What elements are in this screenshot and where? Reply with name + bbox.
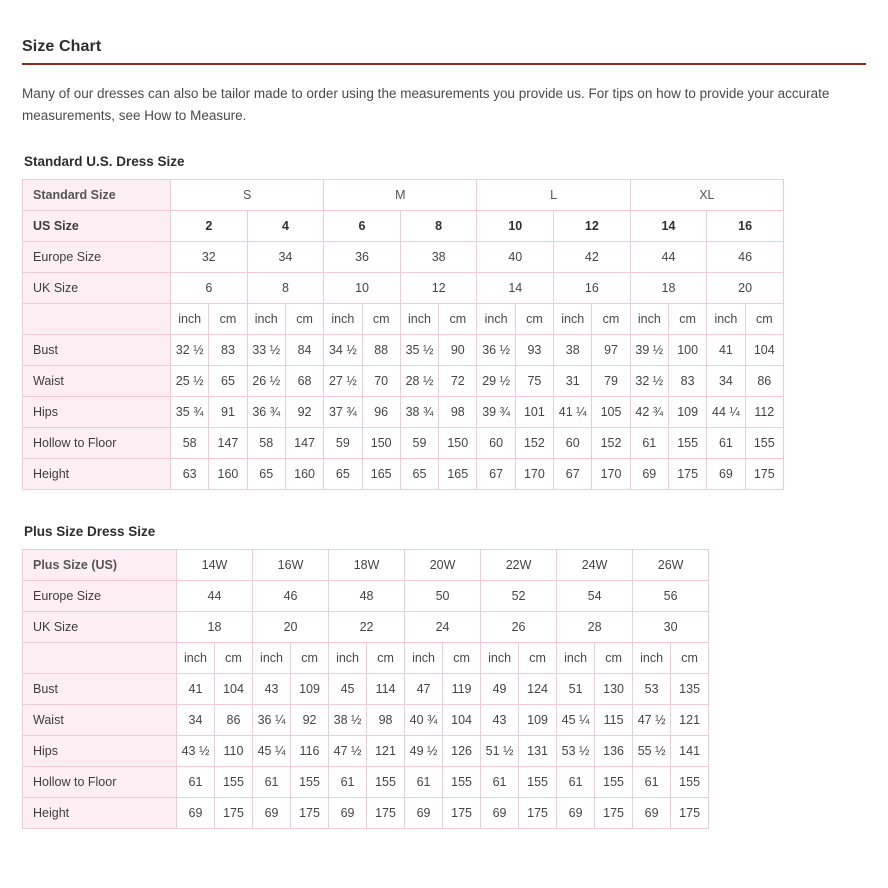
measurement-value: 155 [215,766,253,797]
unit-label: cm [215,642,253,673]
unit-label: cm [362,303,400,334]
measurement-value: 155 [595,766,633,797]
measurement-value: 101 [515,396,553,427]
size-value: 48 [329,580,405,611]
measurement-value: 90 [439,334,477,365]
measurement-value: 60 [554,427,592,458]
measurement-value: 109 [291,673,329,704]
measurement-value: 34 ½ [324,334,362,365]
measurement-value: 51 ½ [481,735,519,766]
measurement-value: 45 ¼ [253,735,291,766]
measurement-value: 155 [668,427,706,458]
measurement-value: 33 ½ [247,334,285,365]
table-spacer [22,490,866,524]
row-label: Bust [23,334,171,365]
size-value: 18 [177,611,253,642]
unit-label: inch [557,642,595,673]
row-label: Waist [23,365,171,396]
measurement-value: 25 ½ [171,365,209,396]
row-label: Hips [23,396,171,427]
measurement-value: 97 [592,334,630,365]
unit-label: cm [285,303,323,334]
measurement-value: 45 ¼ [557,704,595,735]
measurement-value: 175 [595,797,633,828]
measurement-value: 165 [439,458,477,489]
row-label: Height [23,797,177,828]
unit-label: inch [481,642,519,673]
measurement-value: 69 [633,797,671,828]
measurement-value: 91 [209,396,247,427]
unit-label: cm [592,303,630,334]
measurement-value: 59 [324,427,362,458]
measurement-value: 49 ½ [405,735,443,766]
size-value: 10 [324,272,401,303]
size-value: 24W [557,549,633,580]
measurement-value: 79 [592,365,630,396]
plus-size-table [22,549,709,829]
table-row [23,580,709,611]
size-value: 38 [400,241,477,272]
measurement-value: 32 ½ [171,334,209,365]
measurement-value: 69 [630,458,668,489]
table-row [23,797,709,828]
row-label: US Size [23,210,171,241]
table-row [23,704,709,735]
measurement-value: 61 [630,427,668,458]
unit-label: cm [439,303,477,334]
size-value: 18 [630,272,707,303]
row-label: Hips [23,735,177,766]
size-group-header: XL [630,179,783,210]
measurement-value: 160 [285,458,323,489]
size-value: 36 [324,241,401,272]
unit-label: inch [630,303,668,334]
measurement-value: 160 [209,458,247,489]
measurement-value: 61 [405,766,443,797]
measurement-value: 170 [592,458,630,489]
measurement-value: 175 [367,797,405,828]
measurement-value: 61 [329,766,367,797]
measurement-value: 92 [291,704,329,735]
row-label: UK Size [23,272,171,303]
unit-label: cm [595,642,633,673]
row-label: Europe Size [23,241,171,272]
measurement-value: 147 [209,427,247,458]
size-value: 42 [554,241,631,272]
measurement-value: 36 ½ [477,334,515,365]
size-value: 18W [329,549,405,580]
measurement-value: 67 [477,458,515,489]
unit-label: inch [324,303,362,334]
measurement-value: 39 ¾ [477,396,515,427]
measurement-value: 155 [745,427,783,458]
measurement-value: 121 [367,735,405,766]
size-value: 16 [707,210,784,241]
measurement-value: 61 [481,766,519,797]
measurement-value: 175 [291,797,329,828]
measurement-value: 31 [554,365,592,396]
unit-label: inch [554,303,592,334]
table-row [23,303,784,334]
measurement-value: 121 [671,704,709,735]
unit-label: cm [671,642,709,673]
row-label: Waist [23,704,177,735]
measurement-value: 150 [439,427,477,458]
table-row [23,241,784,272]
measurement-value: 150 [362,427,400,458]
unit-label: inch [707,303,745,334]
title-block [22,38,866,65]
measurement-value: 69 [481,797,519,828]
size-value: 26 [481,611,557,642]
measurement-value: 68 [285,365,323,396]
measurement-value: 155 [367,766,405,797]
unit-label: inch [253,642,291,673]
table-row [23,611,709,642]
table-row [23,427,784,458]
measurement-value: 88 [362,334,400,365]
measurement-value: 69 [557,797,595,828]
measurement-value: 53 ½ [557,735,595,766]
measurement-value: 36 ¼ [253,704,291,735]
measurement-value: 44 ¼ [707,396,745,427]
measurement-value: 86 [215,704,253,735]
measurement-value: 98 [439,396,477,427]
measurement-value: 32 ½ [630,365,668,396]
unit-label: inch [633,642,671,673]
table-row [23,766,709,797]
plus-section-heading: Plus Size Dress Size [24,523,156,539]
size-value: 52 [481,580,557,611]
row-label: UK Size [23,611,177,642]
unit-label: inch [329,642,367,673]
measurement-value: 83 [209,334,247,365]
measurement-value: 45 [329,673,367,704]
measurement-value: 41 ¼ [554,396,592,427]
measurement-value: 69 [405,797,443,828]
size-value: 34 [247,241,324,272]
table-row [23,549,709,580]
size-value: 6 [324,210,401,241]
standard-size-table [22,179,784,490]
measurement-value: 70 [362,365,400,396]
size-value: 12 [554,210,631,241]
measurement-value: 43 ½ [177,735,215,766]
table-row [23,673,709,704]
measurement-value: 41 [707,334,745,365]
unit-label: inch [247,303,285,334]
size-group-header: S [171,179,324,210]
measurement-value: 175 [668,458,706,489]
measurement-value: 86 [745,365,783,396]
measurement-value: 170 [515,458,553,489]
size-value: 8 [400,210,477,241]
measurement-value: 61 [707,427,745,458]
measurement-value: 65 [247,458,285,489]
measurement-value: 58 [171,427,209,458]
unit-label: cm [443,642,481,673]
unit-label: cm [515,303,553,334]
measurement-value: 63 [171,458,209,489]
measurement-value: 53 [633,673,671,704]
measurement-value: 65 [324,458,362,489]
measurement-value: 175 [745,458,783,489]
size-value: 16 [554,272,631,303]
measurement-value: 105 [592,396,630,427]
unit-label: cm [519,642,557,673]
row-label: Hollow to Floor [23,427,171,458]
unit-label: inch [177,642,215,673]
table-row [23,458,784,489]
measurement-value: 116 [291,735,329,766]
table-row [23,210,784,241]
measurement-value: 100 [668,334,706,365]
measurement-value: 175 [443,797,481,828]
measurement-value: 69 [707,458,745,489]
table-row [23,365,784,396]
measurement-value: 28 ½ [400,365,438,396]
unit-label: inch [405,642,443,673]
measurement-value: 109 [668,396,706,427]
measurement-value: 135 [671,673,709,704]
measurement-value: 35 ½ [400,334,438,365]
size-value: 12 [400,272,477,303]
measurement-value: 37 ¾ [324,396,362,427]
measurement-value: 124 [519,673,557,704]
measurement-value: 104 [745,334,783,365]
size-value: 32 [171,241,248,272]
size-value: 8 [247,272,324,303]
measurement-value: 34 [707,365,745,396]
size-value: 50 [405,580,481,611]
measurement-value: 40 ¾ [405,704,443,735]
intro-text: Many of our dresses can also be tailor made to order using the measurements you provide us. For tips on how to provide your accurate measurements, see How to Measure. [22,86,830,124]
measurement-value: 114 [367,673,405,704]
row-label-blank [23,303,171,334]
size-value: 20 [253,611,329,642]
measurement-value: 104 [443,704,481,735]
measurement-value: 47 [405,673,443,704]
measurement-value: 84 [285,334,323,365]
measurement-value: 61 [253,766,291,797]
size-value: 2 [171,210,248,241]
size-value: 16W [253,549,329,580]
measurement-value: 155 [519,766,557,797]
measurement-value: 155 [291,766,329,797]
measurement-value: 42 ¾ [630,396,668,427]
measurement-value: 147 [285,427,323,458]
size-value: 30 [633,611,709,642]
row-label: Europe Size [23,580,177,611]
unit-label: inch [477,303,515,334]
unit-label: inch [400,303,438,334]
row-label-blank [23,642,177,673]
unit-label: cm [668,303,706,334]
measurement-value: 59 [400,427,438,458]
measurement-value: 69 [253,797,291,828]
measurement-value: 43 [481,704,519,735]
measurement-value: 58 [247,427,285,458]
measurement-value: 83 [668,365,706,396]
measurement-value: 47 ½ [329,735,367,766]
measurement-value: 61 [557,766,595,797]
measurement-value: 69 [177,797,215,828]
size-value: 26W [633,549,709,580]
measurement-value: 92 [285,396,323,427]
table-row [23,642,709,673]
row-label: Hollow to Floor [23,766,177,797]
measurement-value: 39 ½ [630,334,668,365]
measurement-value: 43 [253,673,291,704]
size-value: 6 [171,272,248,303]
row-label: Bust [23,673,177,704]
measurement-value: 34 [177,704,215,735]
measurement-value: 55 ½ [633,735,671,766]
measurement-value: 41 [177,673,215,704]
size-value: 46 [707,241,784,272]
measurement-value: 141 [671,735,709,766]
size-value: 14 [477,272,554,303]
size-value: 44 [177,580,253,611]
measurement-value: 112 [745,396,783,427]
measurement-value: 60 [477,427,515,458]
size-group-header: L [477,179,630,210]
measurement-value: 72 [439,365,477,396]
measurement-value: 110 [215,735,253,766]
measurement-value: 115 [595,704,633,735]
measurement-value: 49 [481,673,519,704]
measurement-value: 26 ½ [247,365,285,396]
measurement-value: 152 [515,427,553,458]
table-row [23,334,784,365]
table-row [23,735,709,766]
size-value: 4 [247,210,324,241]
size-value: 22W [481,549,557,580]
size-value: 28 [557,611,633,642]
measurement-value: 38 ½ [329,704,367,735]
measurement-value: 93 [515,334,553,365]
measurement-value: 109 [519,704,557,735]
unit-label: cm [745,303,783,334]
standard-size-header-label: Standard Size [23,179,171,210]
measurement-value: 175 [519,797,557,828]
measurement-value: 131 [519,735,557,766]
measurement-value: 47 ½ [633,704,671,735]
table-row [23,272,784,303]
measurement-value: 36 ¾ [247,396,285,427]
size-value: 10 [477,210,554,241]
row-label: Plus Size (US) [23,549,177,580]
measurement-value: 152 [592,427,630,458]
measurement-value: 65 [400,458,438,489]
unit-label: inch [171,303,209,334]
measurement-value: 38 [554,334,592,365]
size-value: 54 [557,580,633,611]
size-value: 44 [630,241,707,272]
measurement-value: 126 [443,735,481,766]
size-value: 22 [329,611,405,642]
measurement-value: 104 [215,673,253,704]
measurement-value: 38 ¾ [400,396,438,427]
size-value: 46 [253,580,329,611]
measurement-value: 69 [329,797,367,828]
table-row [23,396,784,427]
measurement-value: 130 [595,673,633,704]
measurement-value: 98 [367,704,405,735]
measurement-value: 96 [362,396,400,427]
measurement-value: 27 ½ [324,365,362,396]
size-value: 20 [707,272,784,303]
size-value: 20W [405,549,481,580]
measurement-value: 35 ¾ [171,396,209,427]
measurement-value: 155 [671,766,709,797]
measurement-value: 75 [515,365,553,396]
unit-label: cm [367,642,405,673]
measurement-value: 175 [671,797,709,828]
measurement-value: 29 ½ [477,365,515,396]
measurement-value: 165 [362,458,400,489]
measurement-value: 61 [633,766,671,797]
measurement-value: 51 [557,673,595,704]
measurement-value: 175 [215,797,253,828]
measurement-value: 67 [554,458,592,489]
measurement-value: 119 [443,673,481,704]
unit-label: cm [291,642,329,673]
unit-label: cm [209,303,247,334]
size-value: 24 [405,611,481,642]
measurement-value: 65 [209,365,247,396]
measurement-value: 61 [177,766,215,797]
size-value: 14W [177,549,253,580]
standard-section-heading: Standard U.S. Dress Size [24,153,185,169]
size-value: 56 [633,580,709,611]
size-value: 14 [630,210,707,241]
table-row [23,179,784,210]
measurement-value: 155 [443,766,481,797]
page-title: Size Chart [22,38,102,55]
size-value: 40 [477,241,554,272]
row-label: Height [23,458,171,489]
size-group-header: M [324,179,477,210]
measurement-value: 136 [595,735,633,766]
